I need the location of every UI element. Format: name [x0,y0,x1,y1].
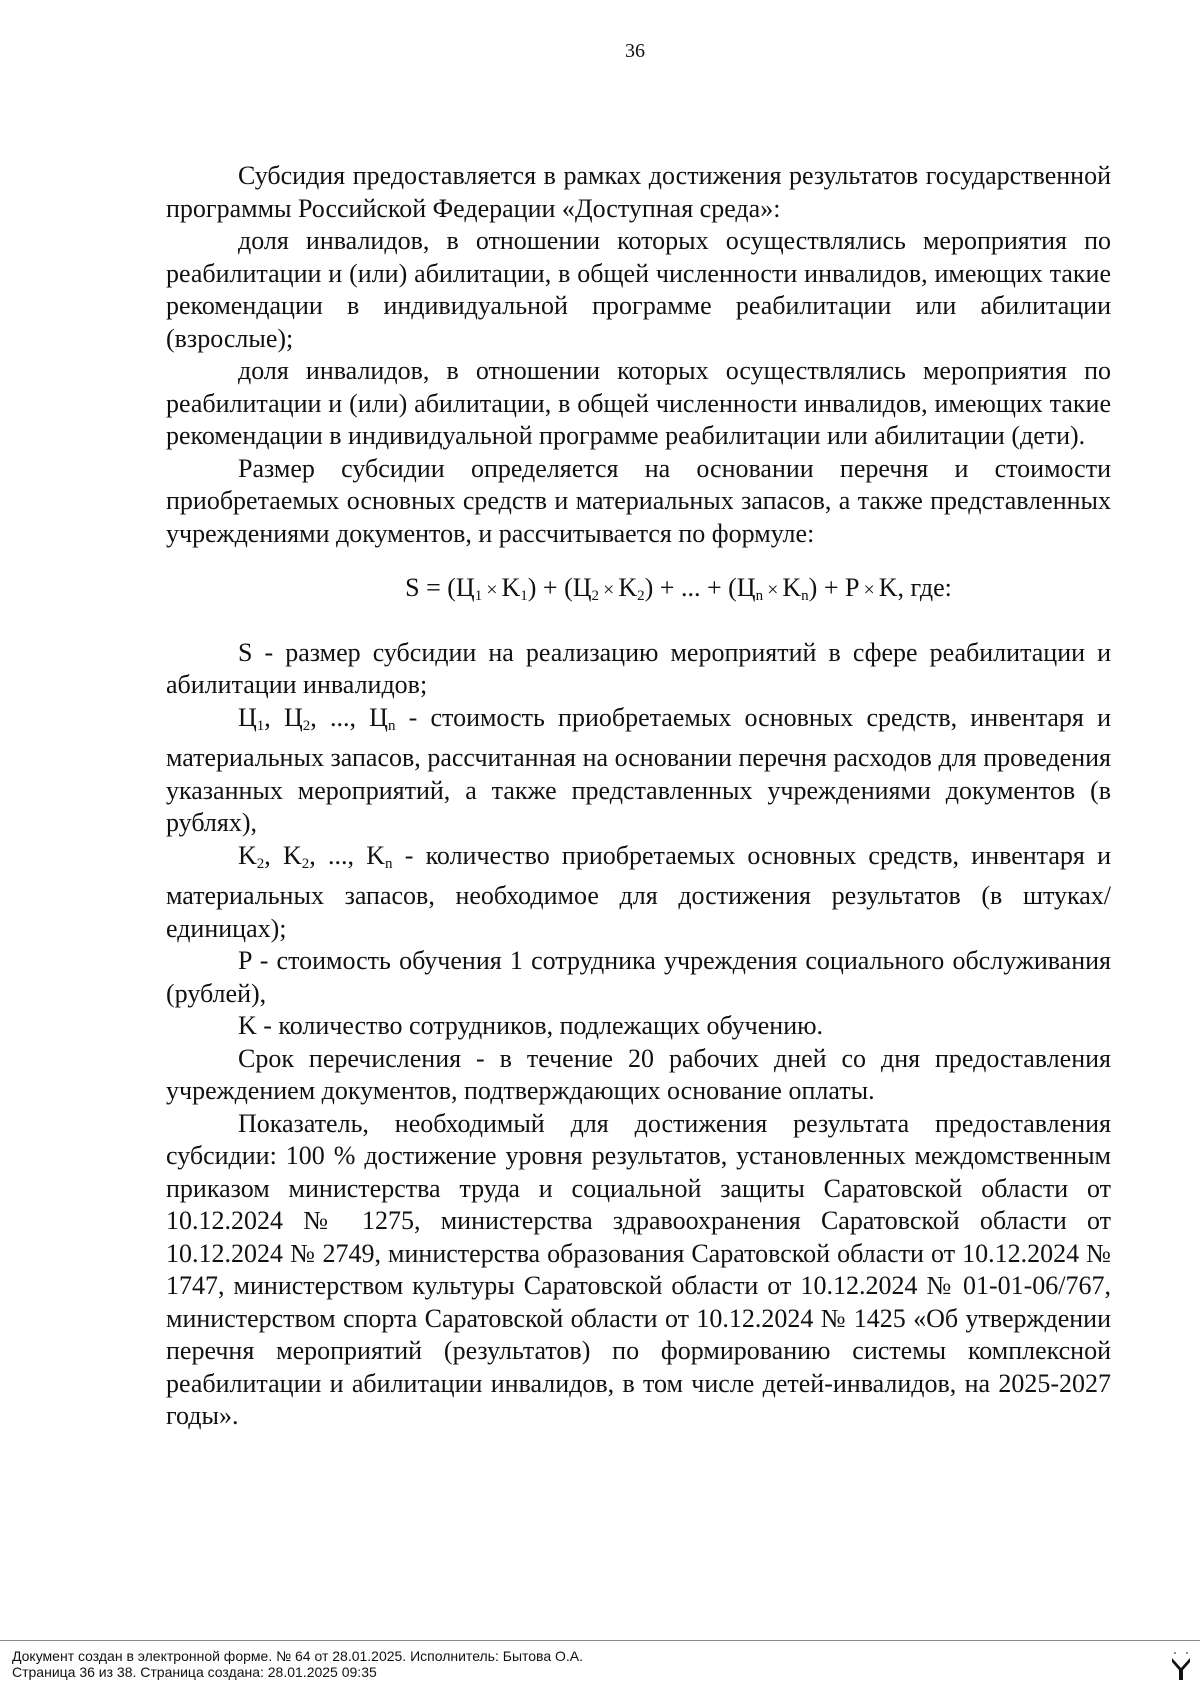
paragraph-adults: доля инвалидов, в отношении которых осуществлялись мероприятия по реабилитации и (или) абилитации, в общей численности инвалидов, имеющих такие рекомендации в индивидуальной программе реабилитации или абилитации (взрослые); [166,226,1111,353]
legend-k-sub2: 2 [301,855,310,872]
formula-cn: Ц [736,573,756,602]
footer-line-1: Документ создан в электронной форме. № 64 от 28.01.2025. Исполнитель: Бытова О.А. [12,1648,584,1664]
formula-k1-sub: 1 [520,588,528,604]
legend-c [166,702,1111,840]
formula-p: P [844,573,860,602]
paragraph-size-definition: Размер субсидии определяется на основании перечня и стоимости приобретаемых основных средств и материальных запасов, а также представленных учреждениями документов, и рассчитывается по формуле: [166,453,1111,548]
formula-k2-sub: 2 [637,588,645,604]
formula-ellipsis: ... [680,573,701,602]
formula-eq: = [426,573,441,602]
formula-tail: , где: [897,573,952,602]
legend-k-sym2: K [283,840,302,870]
formula-mult: × [767,579,779,601]
legend-c-sym2: Ц [283,702,303,732]
formula-kn-sub: n [801,588,809,604]
legend-c-sub1: 1 [256,717,265,734]
emblem-icon [1170,1650,1192,1682]
footer-divider [0,1640,1200,1641]
legend-c-symn: Ц [369,702,388,732]
document-footer [12,1648,583,1680]
legend-c-sym1: Ц [238,702,257,732]
legend-c-sep1: , [264,702,284,732]
formula-k1: K [501,573,521,602]
legend-s: S - размер субсидии на реализацию мероприятий в сфере реабилитации и абилитации инвалидов; [166,637,1111,699]
paragraph-children: доля инвалидов, в отношении которых осуществлялись мероприятия по реабилитации и (или) абилитации, в общей численности инвалидов, имеющих такие рекомендации в индивидуальной программе реабилитации или абилитации (дети). [166,356,1111,450]
formula-k-total: K [878,573,898,602]
legend-p: P - стоимость обучения 1 сотрудника учреждения социального обслуживания (рублей), [166,946,1111,1008]
legend-k-sym1: K [238,840,257,870]
paragraph-indicator: Показатель, необходимый для достижения результата предоставления субсидии: 100 % достижение уровня результатов, установленных междомственным приказом министерства труда и социальной защиты Саратовской области от 10.12.2024 № 1275, министерства здравоохранения Саратовской области от 10.12.2024 № 2749, министерства образования Саратовской области от 10.12.2024 № 1747, министерством культуры Саратовской области от 10.12.2024 № 01-01-06/767, министерством спорта Саратовской области от 10.12.2024 № 1425 «Об утверждении перечня мероприятий (результатов) по формированию системы комплексной реабилитации и абилитации инвалидов, в том числе детей-инвалидов, на 2025-2027 годы». [166,1108,1111,1430]
legend-c-subn: n [387,717,396,734]
formula-plus: + [823,573,839,602]
formula-k2: K [618,573,638,602]
legend-k-symn: K [366,840,385,870]
formula-cn-sub: n [755,588,764,604]
formula-s: S [405,573,420,602]
footer-line-2: Страница 36 из 38. Страница создана: 28.01.2025 09:35 [12,1664,377,1680]
subsidy-formula: $S = (Ц_1 \times K_1) + (Ц_2 \times K_2)$ + ... + $(Ц_n \times K_n) + P \times K$, где: [405,573,952,604]
paragraph-intro: Субсидия предоставляется в рамках достижения результатов государственной программы Российской Федерации «Доступная среда»: [166,161,1111,223]
formula-c1-sub: 1 [474,588,483,604]
legend-k [166,840,1111,946]
formula-c2-sub: 2 [591,588,600,604]
formula-mult: × [603,579,615,601]
paragraph-transfer-term: Срок перечисления - в течение 20 рабочих дней со дня предоставления учреждением документов, подтверждающих основание оплаты. [166,1043,1111,1105]
legend-k-desc: - количество приобретаемых основных средств, инвентаря и материальных запасов, необходимое для достижения результатов (в штуках/единицах); [166,840,1111,943]
formula-mult: × [863,579,875,601]
formula-plus: + [706,573,722,602]
legend-k-sep2: , ..., [309,840,367,870]
legend-k-total: K - количество сотрудников, подлежащих обучению. [238,1011,824,1040]
legend-k-sub1: 2 [256,855,265,872]
formula-plus: + [659,573,675,602]
legend-c-desc: - стоимость приобретаемых основных средств, инвентаря и материальных запасов, рассчитанная на основании перечня расходов для проведения указанных мероприятий, а также представленных учреждениями документов (в рублях), [166,702,1112,837]
formula-c2: Ц [572,573,592,602]
formula-mult: × [486,579,498,601]
formula-kn: K [782,573,802,602]
formula-plus: + [542,573,558,602]
page-number: 36 [625,40,645,62]
legend-c-sub2: 2 [302,717,311,734]
document-body [166,160,1111,1433]
legend-k-sep1: , [264,840,283,870]
legend-k-subn: n [385,855,393,872]
formula-c1: Ц [455,573,475,602]
legend-c-sep2: , ..., [310,702,370,732]
